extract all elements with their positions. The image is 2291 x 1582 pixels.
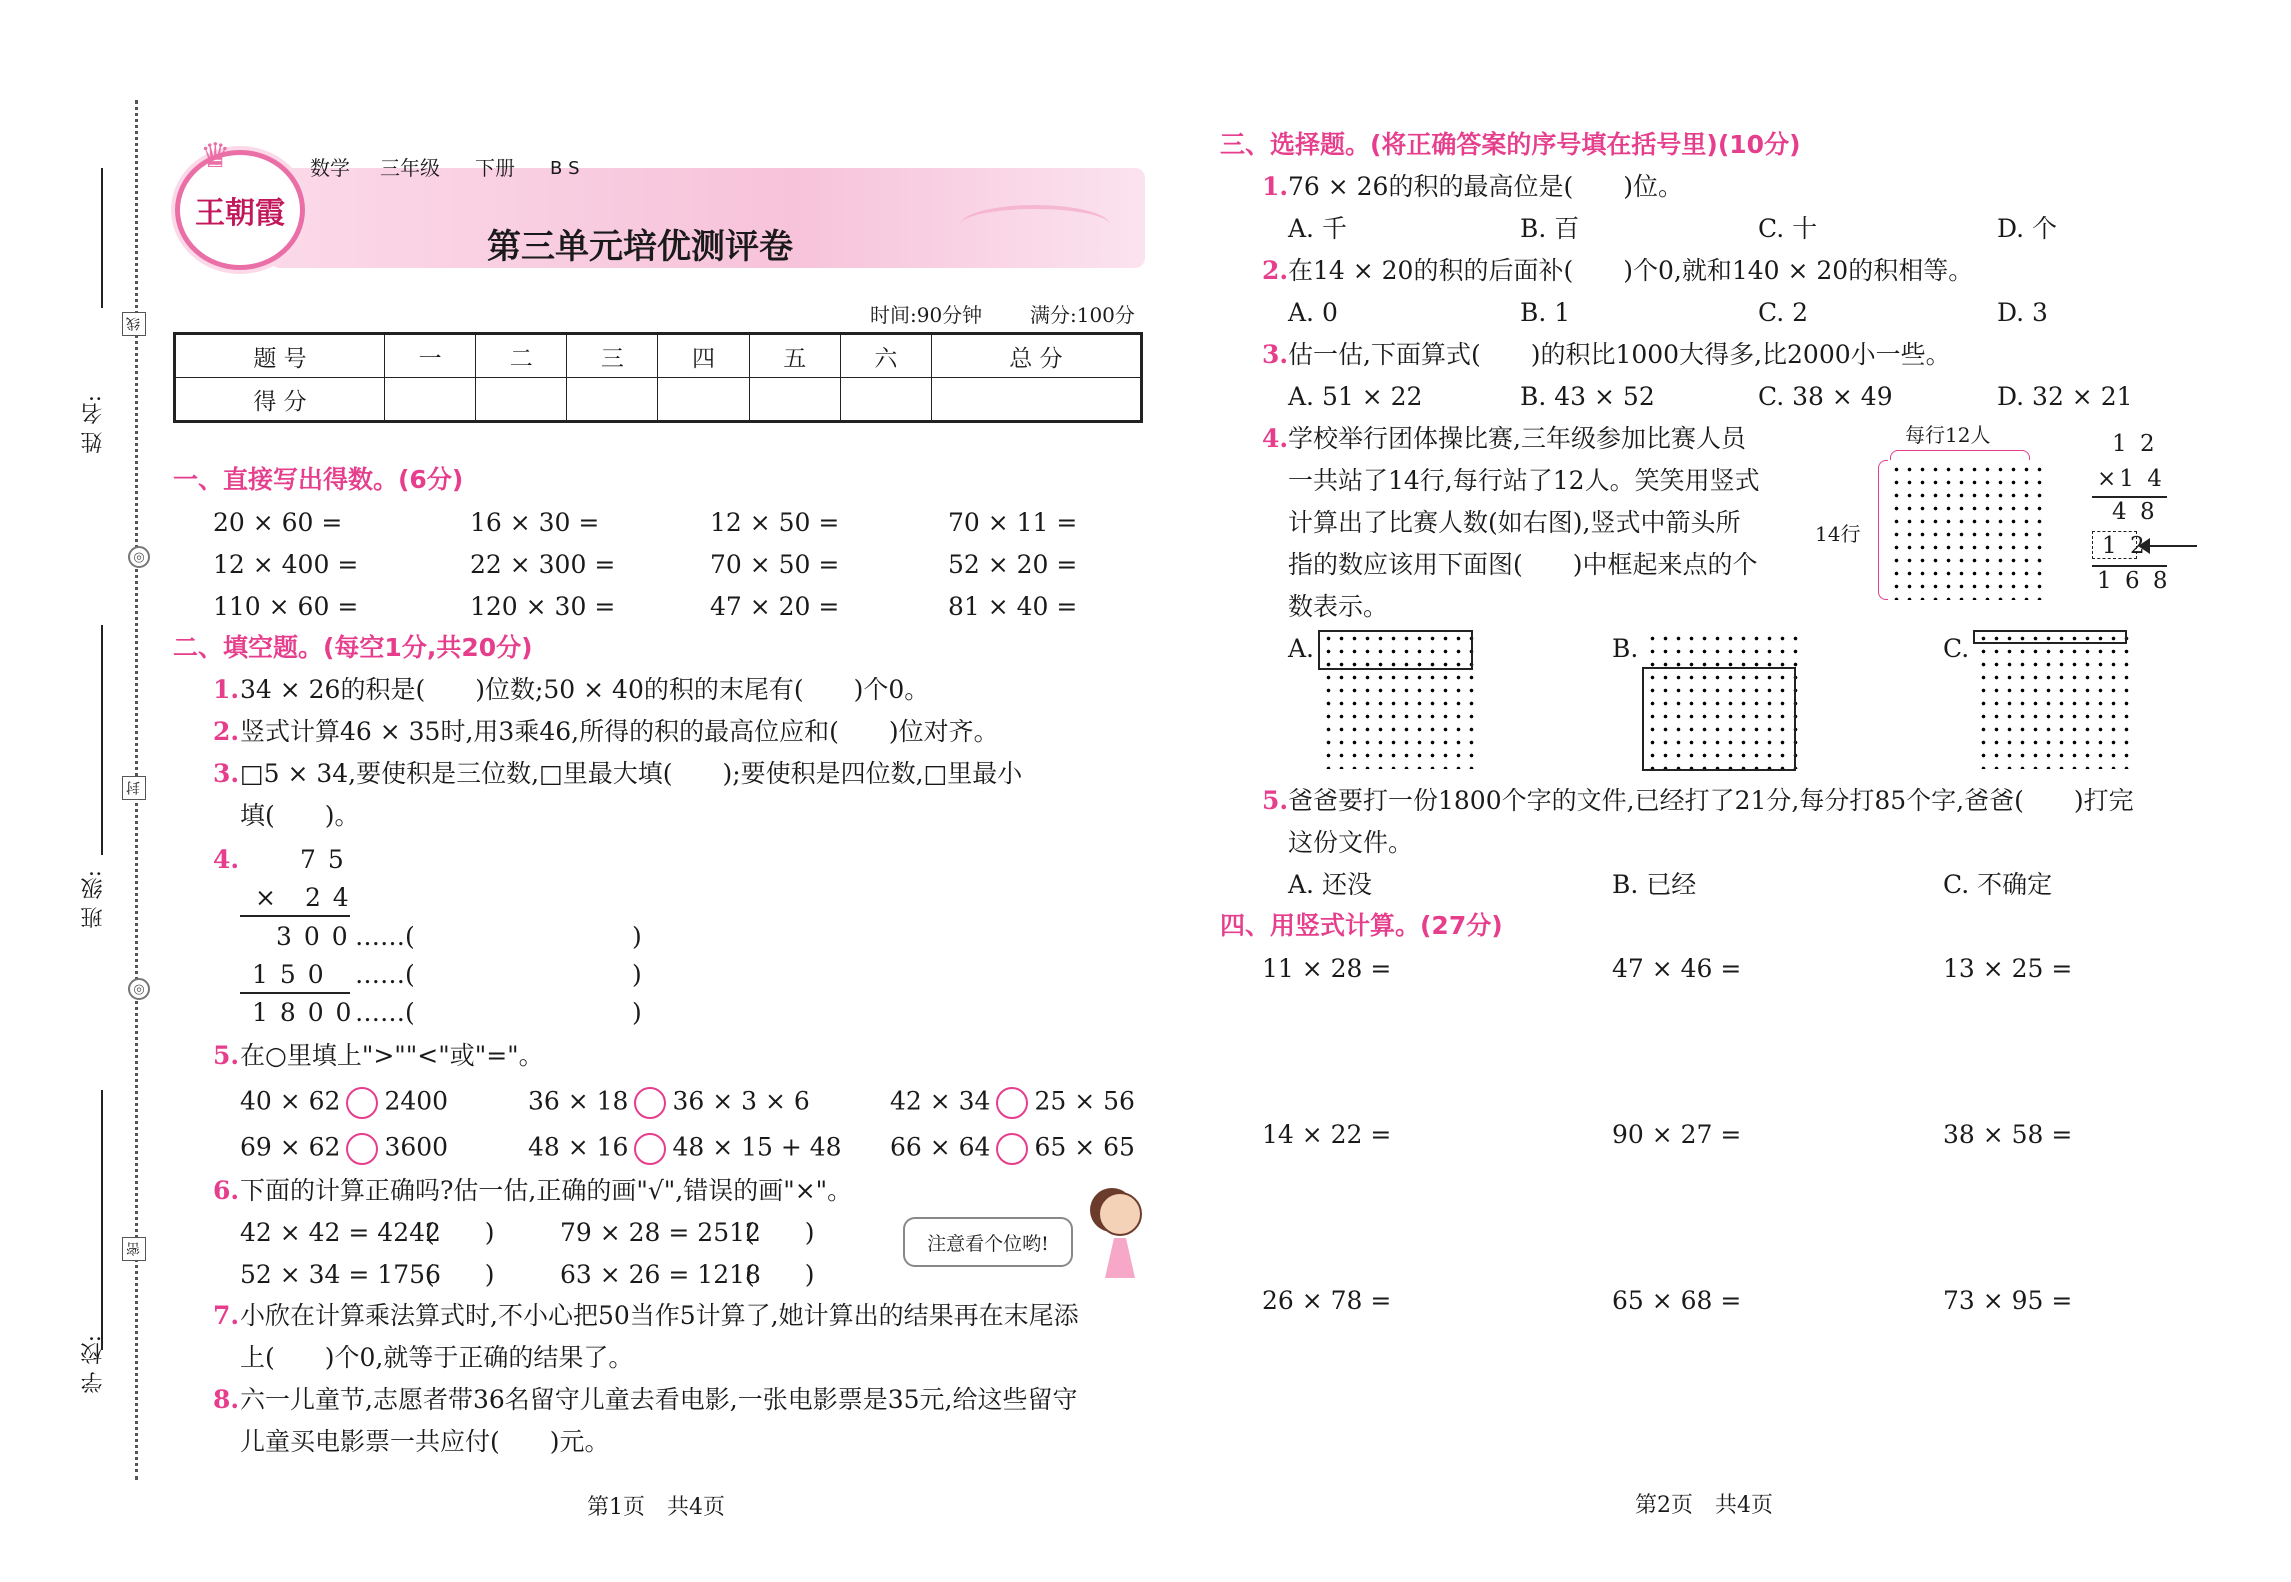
fill-q2-text: 竖式计算46 × 35时,用3乘46,所得的积的最高位应和( )位对齐。 [240,717,999,746]
compare-circle[interactable] [346,1133,378,1165]
fig-calc-rule [2092,496,2167,498]
judge-item: 42 × 42 = 4242 [240,1218,441,1247]
partial-product-paren: ) [632,960,642,989]
option-a-frame [1318,630,1473,670]
binding-seal-mark: 封 [122,776,146,800]
compare-item: 42 × 34 25 × 56 [890,1087,1135,1119]
score-cell[interactable] [840,378,931,422]
oral-calc-item: 120 × 30 = [470,592,616,621]
partial-product: 1 5 0 [252,960,326,989]
dot-array-side-label: 14行 [1815,522,1861,546]
arrow-icon [2142,545,2197,547]
oral-calc-item: 47 × 20 = [710,592,840,621]
calc-rule-line [240,915,350,917]
exam-time: 时间:90分钟 [870,303,983,327]
partial-product-dots: ……( [355,998,415,1027]
fill-q3-line2: 填( )。 [240,801,360,830]
compare-item: 40 × 62 2400 [240,1087,448,1119]
vertical-calc-item: 73 × 95 = [1943,1286,2073,1315]
choice-q5-line2: 这份文件。 [1288,828,1414,857]
judge-answer-paren[interactable]: ( ) [745,1260,815,1289]
option-c-frame [1973,630,2127,644]
score-cell[interactable] [385,378,476,422]
choice-option[interactable]: C. 2 [1758,298,1809,327]
oral-calc-item: 12 × 50 = [710,508,840,537]
crown-icon: ♛ [200,136,231,176]
choice-q4-line: 一共站了14行,每行站了12人。笑笑用竖式 [1288,466,1760,495]
score-cell[interactable] [476,378,567,422]
compare-circle[interactable] [996,1133,1028,1165]
section2-title: 二、填空题。(每空1分,共20分) [173,633,533,662]
question-number: 3. [213,759,240,788]
judge-answer-paren[interactable]: ( ) [425,1218,495,1247]
fill-q6-text: 下面的计算正确吗?估一估,正确的画"√",错误的画"×"。 [240,1176,853,1205]
score-cell[interactable] [931,378,1141,422]
choice-option-label[interactable]: B. [1612,634,1639,663]
compare-item: 66 × 64 65 × 65 [890,1133,1135,1165]
dot-array-figure [1890,463,2046,600]
choice-option-label[interactable]: C. [1943,634,1970,663]
oral-calc-item: 16 × 30 = [470,508,600,537]
choice-q4-line: 数表示。 [1288,592,1389,621]
score-row-label: 得 分 [175,378,385,422]
question-number: 2. [1262,256,1289,285]
vertical-calc-multiplicand: 7 5 [300,845,346,874]
score-table-score-row [175,378,1142,422]
choice-option[interactable]: A. 千 [1288,214,1347,243]
class-underline [101,625,103,855]
oral-calc-item: 12 × 400 = [213,550,359,579]
choice-q2-text: 在14 × 20的积的后面补( )个0,就和140 × 20的积相等。 [1288,256,1974,285]
vertical-calc-item: 26 × 78 = [1262,1286,1392,1315]
exam-full-marks: 满分:100分 [1030,303,1135,327]
name-underline [101,168,103,308]
girl-cartoon-icon [1090,1192,1150,1292]
arrow-head-icon [2138,538,2150,554]
section3-title: 三、选择题。(将正确答案的序号填在括号里)(10分) [1220,130,1801,159]
term-label: 下册 [475,156,515,180]
choice-option[interactable]: C. 不确定 [1943,870,2053,899]
option-b-frame [1642,667,1796,771]
choice-option[interactable]: C. 十 [1758,214,1818,243]
vertical-calc-item: 11 × 28 = [1262,954,1392,983]
compare-item: 69 × 62 3600 [240,1133,448,1165]
fig-calc-line: 4 8 [2112,499,2158,525]
score-table-header-row [175,334,1142,378]
fill-q7-line1: 小欣在计算乘法算式时,不小心把50当作5计算了,她计算出的结果再在末尾添 [240,1301,1079,1330]
partial-product-paren: ) [632,922,642,951]
choice-q3-text: 估一估,下面算式( )的积比1000大得多,比2000小一些。 [1288,340,1951,369]
page-title: 第三单元培优测评卷 [487,227,793,267]
partial-product-paren: ) [632,998,642,1027]
compare-circle[interactable] [634,1133,666,1165]
oral-calc-item: 52 × 20 = [948,550,1078,579]
vertical-calc-item: 38 × 58 = [1943,1120,2073,1149]
choice-q5-line1: 爸爸要打一份1800个字的文件,已经打了21分,每分打85个字,爸爸( )打完 [1288,786,2134,815]
score-header-cell: 三 [567,334,658,378]
question-number: 7. [213,1301,240,1330]
edition-label: B S [550,158,580,179]
score-table [173,332,1143,423]
partial-product-dots: ……( [355,960,415,989]
vertical-calc-item: 47 × 46 = [1612,954,1742,983]
choice-option[interactable]: A. 51 × 22 [1288,382,1423,411]
binding-secret-mark: 密 [122,1237,146,1261]
judge-answer-paren[interactable]: ( ) [425,1260,495,1289]
fill-q5-text: 在○里填上">""<"或"="。 [240,1041,544,1070]
choice-option[interactable]: B. 1 [1520,298,1571,327]
judge-item: 79 × 28 = 2512 [560,1218,761,1247]
fig-calc-line: 1 2 [2112,431,2158,457]
compare-item: 36 × 18 36 × 3 × 6 [528,1087,810,1119]
top-brace [1890,450,2030,460]
score-header-cell: 总 分 [931,334,1141,378]
question-number: 4. [1262,424,1289,453]
question-number: 3. [1262,340,1289,369]
vertical-calc-multiplier: × 2 4 [255,883,351,912]
dot-grid-option-c [1977,632,2133,769]
calc-rule-line [240,992,350,994]
hint-speech-bubble [903,1217,1073,1267]
vertical-calc-item: 13 × 25 = [1943,954,2073,983]
choice-option[interactable]: D. 个 [1997,214,2058,243]
choice-option-label[interactable]: A. [1288,634,1315,663]
choice-option[interactable]: D. 32 × 21 [1997,382,2133,411]
compare-circle[interactable] [346,1087,378,1119]
question-number: 1. [213,675,240,704]
judge-answer-paren[interactable]: ( ) [745,1218,815,1247]
oral-calc-item: 110 × 60 = [213,592,359,621]
dot-array-top-label: 每行12人 [1905,423,1991,447]
choice-q4-line: 计算出了比赛人数(如右图),竖式中箭头所 [1288,508,1741,537]
vertical-calc-item: 65 × 68 = [1612,1286,1742,1315]
fig-calc-line: ×1 4 [2097,466,2165,492]
choice-option[interactable]: A. 还没 [1288,870,1372,899]
school-label: 学 校: [81,1335,106,1394]
partial-product: 3 0 0 [276,922,350,951]
binding-hole-icon: ◎ [128,546,150,568]
brand-logo [175,150,305,270]
question-number: 5. [1262,786,1289,815]
oral-calc-item: 22 × 300 = [470,550,616,579]
fill-q8-line1: 六一儿童节,志愿者带36名留守儿童去看电影,一张电影票是35元,给这些留守 [240,1385,1078,1414]
score-header-cell: 五 [749,334,840,378]
section1-title: 一、直接写出得数。(6分) [173,465,464,494]
choice-q1-text: 76 × 26的积的最高位是( )位。 [1288,172,1683,201]
compare-circle[interactable] [634,1087,666,1119]
score-cell[interactable] [567,378,658,422]
name-label: 姓 名: [81,395,106,454]
choice-q4-line: 学校举行团体操比赛,三年级参加比赛人员 [1288,424,1746,453]
choice-option[interactable]: B. 已经 [1612,870,1697,899]
school-underline [101,1090,103,1350]
question-number: 1. [1262,172,1289,201]
question-number: 6. [213,1176,240,1205]
choice-option[interactable]: B. 百 [1520,214,1580,243]
fill-q7-line2: 上( )个0,就等于正确的结果了。 [240,1343,634,1372]
choice-option[interactable]: B. 43 × 52 [1520,382,1655,411]
compare-item: 48 × 16 48 × 15 + 48 [528,1133,842,1165]
banner-swirl-decoration [960,205,1110,245]
score-header-cell: 一 [385,334,476,378]
class-label: 班 级: [81,870,106,929]
score-header-cell: 二 [476,334,567,378]
section4-title: 四、用竖式计算。(27分) [1220,911,1503,940]
side-brace [1878,460,1888,600]
question-number: 8. [213,1385,240,1414]
grade-label: 三年级 [380,156,440,180]
judge-item: 52 × 34 = 1756 [240,1260,441,1289]
choice-q4-line: 指的数应该用下面图( )中框起来点的个 [1288,550,1758,579]
binding-line-mark: 线 [122,312,146,336]
choice-option[interactable]: A. 0 [1288,298,1338,327]
fill-q8-line2: 儿童买电影票一共应付( )元。 [240,1427,610,1456]
compare-circle[interactable] [996,1087,1028,1119]
oral-calc-item: 20 × 60 = [213,508,343,537]
oral-calc-item: 81 × 40 = [948,592,1078,621]
fill-q3-line1: □5 × 34,要使积是三位数,□里最大填( );要使积是四位数,□里最小 [240,759,1023,788]
score-header-cell: 四 [658,334,749,378]
vertical-calc-item: 90 × 27 = [1612,1120,1742,1149]
partial-product-dots: ……( [355,922,415,951]
score-cell[interactable] [658,378,749,422]
choice-option[interactable]: D. 3 [1997,298,2048,327]
fig-calc-rule [2092,565,2167,567]
choice-option[interactable]: C. 38 × 49 [1758,382,1893,411]
question-number: 4. [213,845,240,874]
page-number-right: 第2页 共4页 [1635,1493,1773,1518]
fig-calc-line: 1 2 [2102,533,2148,559]
binding-hole-icon: ◎ [128,978,150,1000]
score-header-cell: 题 号 [175,334,385,378]
product-result: 1 8 0 0 [252,998,354,1027]
score-cell[interactable] [749,378,840,422]
fig-calc-line: 1 6 8 [2097,568,2171,594]
question-number: 5. [213,1041,240,1070]
judge-item: 63 × 26 = 1218 [560,1260,761,1289]
oral-calc-item: 70 × 11 = [948,508,1078,537]
vertical-calc-item: 14 × 22 = [1262,1120,1392,1149]
fill-q1-text: 34 × 26的积是( )位数;50 × 40的积的末尾有( )个0。 [240,675,930,704]
oral-calc-item: 70 × 50 = [710,550,840,579]
brand-logo-text: 王朝霞 [195,196,285,231]
page-number-left: 第1页 共4页 [587,1495,725,1520]
subject-label: 数学 [310,156,350,180]
hint-bubble-text: 注意看个位哟! [927,1232,1049,1255]
question-number: 2. [213,717,240,746]
score-header-cell: 六 [840,334,931,378]
